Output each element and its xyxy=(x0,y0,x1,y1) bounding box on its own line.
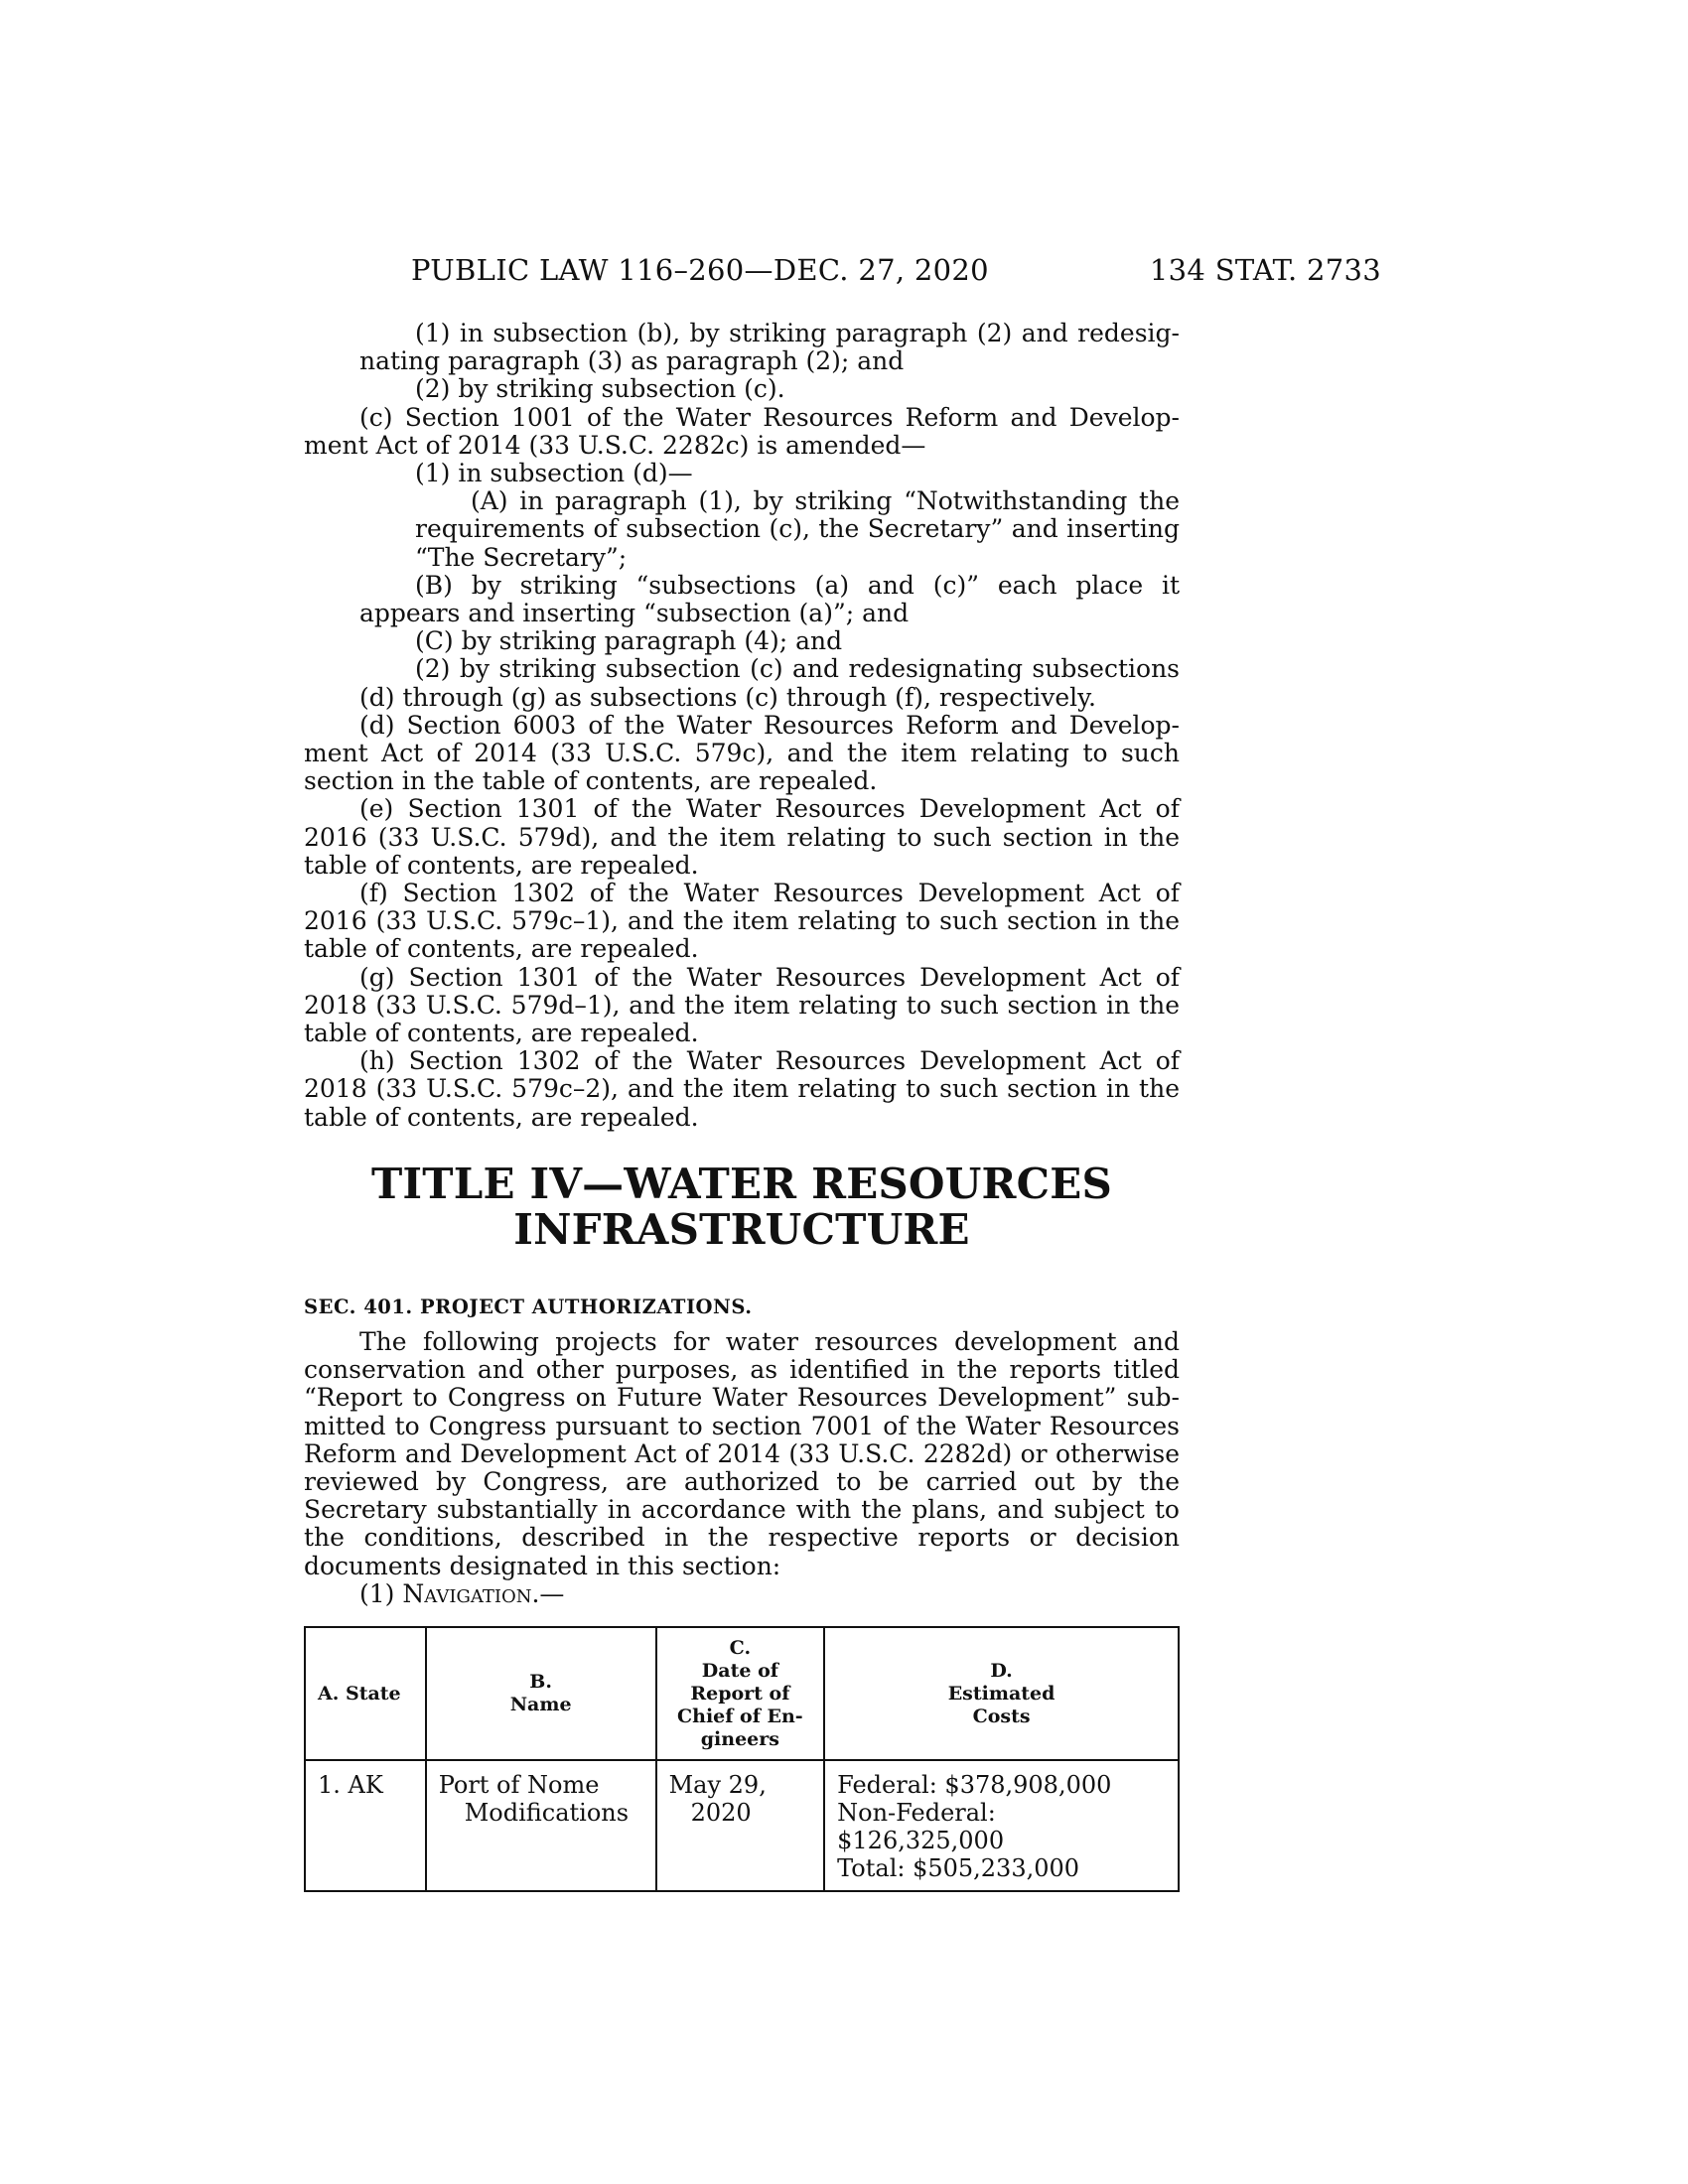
navigation-label: (1) Navigation.— xyxy=(359,1578,565,1608)
header-state: A. State xyxy=(305,1627,426,1760)
text-line: (2) by striking subsection (c). xyxy=(415,374,785,404)
running-head xyxy=(304,250,1381,290)
cell-state: 1. AK xyxy=(305,1760,426,1891)
title-heading xyxy=(304,1161,1180,1253)
text-line: (C) by striking paragraph (4); and xyxy=(415,626,843,656)
text-line: (d) Section 6003 of the Water Resources Reform and Develop- ment Act of 2014 (33 U.S.C. 579c), and the item relating to such section in the table of contents, are repealed. xyxy=(304,710,1180,796)
header-name: B. Name xyxy=(426,1627,656,1760)
section-intro xyxy=(304,1328,1180,1608)
table-row xyxy=(305,1760,1179,1891)
title-line-2: INFRASTRUCTURE xyxy=(513,1205,970,1254)
text-line: (2) by striking subsection (c) and redesignating subsections (d) through (g) as subsections (c) through (f), respectively. xyxy=(359,654,1180,712)
text-line: (h) Section 1302 of the Water Resources Development Act of 2018 (33 U.S.C. 579c–2), and the item relating to such section in the table of contents, are repealed. xyxy=(304,1046,1180,1132)
cell-date: May 29, 2020 xyxy=(656,1760,825,1891)
text-line: (g) Section 1301 of the Water Resources Development Act of 2018 (33 U.S.C. 579d–1), and the item relating to such section in the table of contents, are repealed. xyxy=(304,962,1180,1048)
project-table xyxy=(304,1626,1180,1892)
title-line-1: TITLE IV—WATER RESOURCES xyxy=(370,1160,1113,1208)
running-head-law-date: PUBLIC LAW 116–260—DEC. 27, 2020 xyxy=(411,253,989,287)
text-line: (B) by striking “subsections (a) and (c)” each place it appears and inserting “subsection (a)”; and xyxy=(359,570,1180,628)
running-head-stat-page: 134 STAT. 2733 xyxy=(1149,253,1381,287)
text-line: (A) in paragraph (1), by striking “Notwithstanding the requirements of subsection (c), the Secretary” and inserting “The Secretary”; xyxy=(415,486,1180,572)
amendment-text xyxy=(304,320,1180,1132)
header-costs: D. Estimated Costs xyxy=(824,1627,1179,1760)
text-line: (1) in subsection (d)— xyxy=(415,459,693,488)
intro-paragraph: The following projects for water resources development and conservation and other purposes, as identified in the reports titled “Report to Congress on Future Water Resources Development” sub-mitted to Congress pursuant to section 7001 of the Water Resources Reform and Development Act of 2014 (33 U.S.C. 2282d) or otherwise reviewed by Congress, are authorized to be carried out by the Secretary substantially in accordance with the plans, and subject to the conditions, described in the respective reports or decision documents designated in this section: xyxy=(304,1327,1180,1580)
cell-costs: Federal: $378,908,000 Non-Federal: $126,325,000 Total: $505,233,000 xyxy=(824,1760,1179,1891)
cell-name: Port of Nome Modifications xyxy=(426,1760,656,1891)
header-date: C. Date of Report of Chief of En- gineers xyxy=(656,1627,825,1760)
text-line: (e) Section 1301 of the Water Resources Development Act of 2016 (33 U.S.C. 579d), and the item relating to such section in the table of contents, are repealed. xyxy=(304,794,1180,880)
text-line: (1) in subsection (b), by striking paragraph (2) and redesig- nating paragraph (3) as paragraph (2); and xyxy=(359,319,1180,376)
table-header-row xyxy=(305,1627,1179,1760)
section-heading: SEC. 401. PROJECT AUTHORIZATIONS. xyxy=(304,1296,753,1318)
text-line: (c) Section 1001 of the Water Resources Reform and Develop- ment Act of 2014 (33 U.S.C. 2282c) is amended— xyxy=(304,402,1180,460)
text-line: (f) Section 1302 of the Water Resources Development Act of 2016 (33 U.S.C. 579c–1), and the item relating to such section in the table of contents, are repealed. xyxy=(304,879,1180,964)
